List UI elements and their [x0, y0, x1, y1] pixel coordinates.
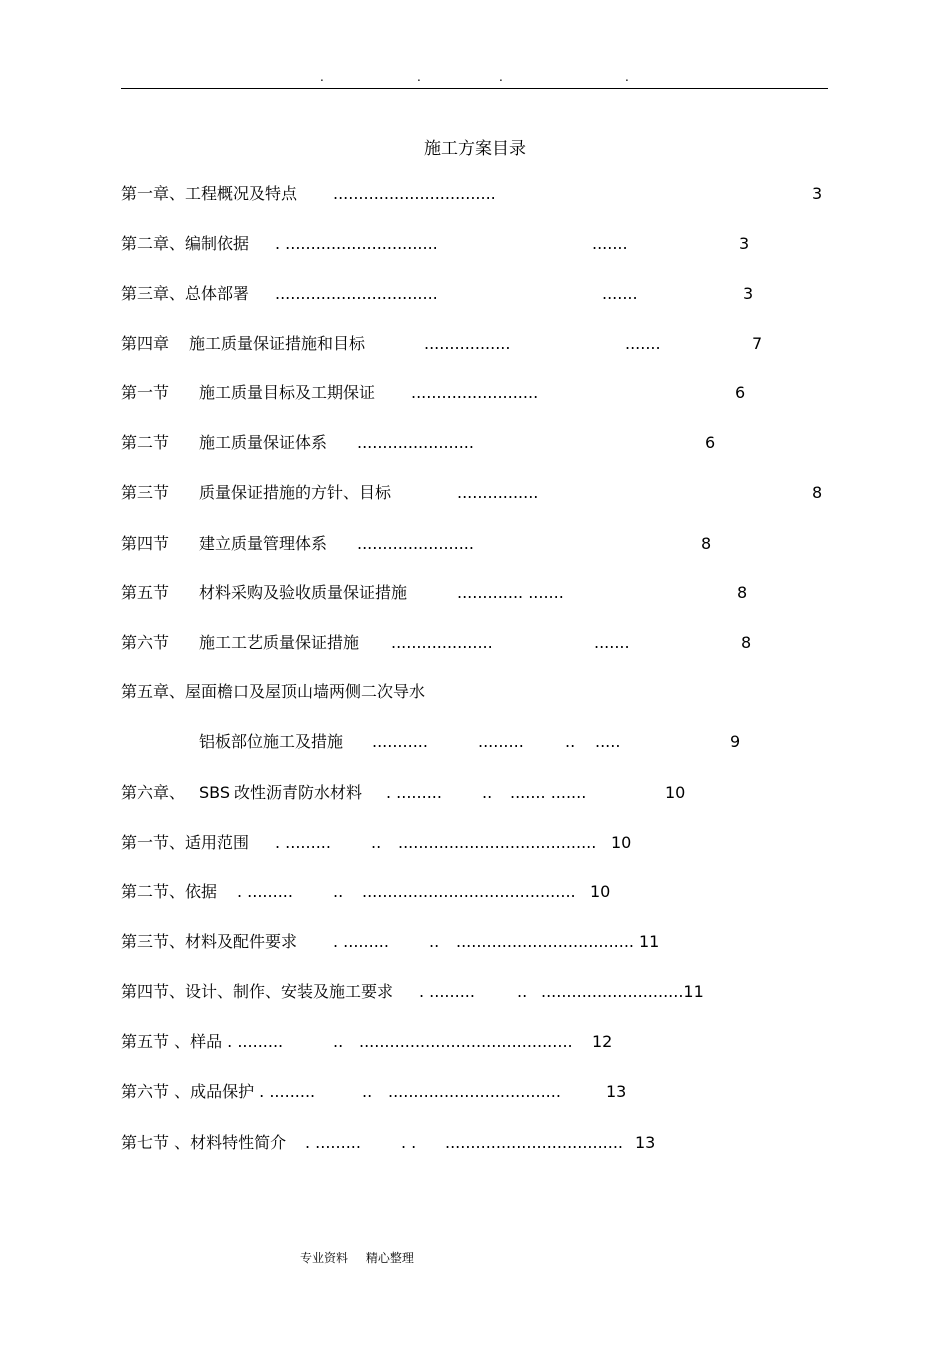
toc-entry-title: 材料采购及验收质量保证措施 [199, 583, 408, 602]
toc-entry-leader: ......... [478, 732, 524, 751]
toc-entry-leader: . ......... [419, 982, 475, 1001]
toc-entry-title: 改性沥青防水材料 [234, 783, 363, 802]
toc-entry-page: 13 [606, 1082, 627, 1101]
toc-entry-leader: .. [482, 783, 493, 802]
toc-entry-leader: ....................... [357, 433, 474, 452]
toc-entry-leader: ....... [594, 633, 630, 652]
document-title: 施工方案目录 [424, 139, 526, 159]
header-dot: . [499, 70, 503, 84]
toc-entry[interactable] [0, 781, 950, 805]
toc-entry-title: 施工质量保证体系 [199, 433, 328, 452]
toc-entry-title: 第二节、依据 [121, 882, 218, 901]
toc-entry-title: 第三节、材料及配件要求 [121, 932, 298, 951]
toc-entry-number: 第一节 [121, 383, 170, 402]
toc-entry-title: 建立质量管理体系 [199, 534, 328, 553]
toc-entry-title: 铝板部位施工及措施 [199, 732, 344, 751]
footer-left-text: 专业资料 [300, 1251, 349, 1265]
toc-entry-leader: .......................................... [359, 1032, 573, 1051]
page-footer [300, 1250, 428, 1266]
toc-entry-leader: ....... ....... [510, 783, 587, 802]
toc-entry[interactable] [0, 1030, 950, 1054]
toc-entry-leader: . ......... [275, 833, 331, 852]
toc-entry-number: 第六章、 [121, 783, 186, 802]
toc-entry-number: 第四章 [121, 334, 170, 353]
toc-entry-number: 第六节 [121, 633, 170, 652]
toc-entry-leader: .......................................... [362, 882, 576, 901]
toc-entry-title: 第二章、编制依据 [121, 234, 250, 253]
toc-entry-number: 第三节 [121, 483, 170, 502]
toc-entry-leader: ....................... [357, 534, 474, 553]
toc-entry-title: 质量保证措施的方针、目标 [199, 483, 392, 502]
toc-entry-page: 6 [705, 433, 716, 452]
toc-entry[interactable] [0, 880, 950, 904]
toc-entry-page: 13 [635, 1133, 656, 1152]
toc-entry-page: 7 [752, 334, 763, 353]
toc-entry-leader: . ......... [386, 783, 442, 802]
toc-entry-page: 10 [665, 783, 686, 802]
toc-entry[interactable] [0, 831, 950, 855]
page-header-dots [0, 70, 950, 84]
toc-entry-title: 第四节、设计、制作、安装及施工要求 [121, 982, 394, 1001]
toc-entry-page: 6 [735, 383, 746, 402]
toc-entry-leader: ................ [457, 483, 539, 502]
toc-entry[interactable] [0, 930, 950, 954]
toc-entry-leader: ................................ [333, 184, 496, 203]
toc-entry-page: 10 [590, 882, 611, 901]
toc-entry-title: 施工工艺质量保证措施 [199, 633, 360, 652]
header-rule [121, 88, 828, 89]
toc-entry[interactable] [0, 532, 950, 556]
toc-entry-leader: . ......... [237, 882, 293, 901]
toc-entry-page: 3 [743, 284, 754, 303]
toc-entry-number: 第二节 [121, 433, 170, 452]
toc-entry-leader: ............. ....... [457, 583, 564, 602]
toc-entry-page: 10 [611, 833, 632, 852]
toc-entry-leader-page: ............................11 [541, 982, 704, 1001]
toc-entry-page: 8 [812, 483, 823, 502]
toc-entry-leader: ..... [595, 732, 621, 751]
toc-entry[interactable] [0, 631, 950, 655]
toc-entry-leader: ........... [372, 732, 428, 751]
toc-entry-leader: ....... [592, 234, 628, 253]
toc-entry[interactable] [0, 481, 950, 505]
toc-entry-page: 8 [737, 583, 748, 602]
toc-entry-leader: .................... [391, 633, 493, 652]
toc-entry-leader: .. [371, 833, 382, 852]
toc-entry-leader: .. [362, 1082, 373, 1101]
header-dot: . [625, 70, 629, 84]
toc-entry[interactable] [0, 232, 950, 256]
toc-entry-title-latin: SBS [199, 783, 231, 802]
toc-entry-page: 8 [701, 534, 712, 553]
toc-entry[interactable] [0, 980, 950, 1004]
toc-entry-leader: .................................. [388, 1082, 561, 1101]
toc-entry-title: 第七节 、材料特性简介 [121, 1133, 287, 1152]
toc-entry-title: 第六节 、成品保护 . ......... [121, 1082, 316, 1101]
toc-entry-leader: . . [401, 1133, 417, 1152]
toc-entry[interactable] [0, 1131, 950, 1155]
toc-entry[interactable] [0, 381, 950, 405]
toc-entry-page: 3 [812, 184, 823, 203]
toc-entry-title: 第一章、工程概况及特点 [121, 184, 298, 203]
toc-entry-leader: .. [333, 1032, 344, 1051]
toc-entry-leader: ................................... [456, 932, 635, 951]
toc-entry-leader: .. [429, 932, 440, 951]
toc-entry-page: 11 [639, 932, 660, 951]
header-dot: . [417, 70, 421, 84]
toc-entry[interactable] [0, 332, 950, 356]
toc-entry-title: 第五节 、样品 . ......... [121, 1032, 284, 1051]
toc-entry[interactable] [0, 182, 950, 206]
footer-right-text: 精心整理 [365, 1251, 414, 1265]
toc-entry-title: 施工质量保证措施和目标 [189, 334, 366, 353]
header-dot: . [320, 70, 324, 84]
toc-entry-leader: ................................... [445, 1133, 624, 1152]
toc-entry-leader: ................. [424, 334, 511, 353]
toc-entry[interactable] [0, 680, 950, 704]
toc-entry-leader: .. [517, 982, 528, 1001]
toc-entry-page: 8 [741, 633, 752, 652]
toc-entry-page: 3 [739, 234, 750, 253]
toc-entry-page: 12 [592, 1032, 613, 1051]
toc-entry[interactable] [0, 581, 950, 605]
toc-entry-leader: ....................................... [398, 833, 597, 852]
toc-entry-leader: ......................... [411, 383, 539, 402]
toc-entry-leader: .. [565, 732, 576, 751]
toc-entry-continuation[interactable] [0, 730, 950, 754]
toc-entry-leader: . ......... [305, 1133, 361, 1152]
toc-entry-leader: ....... [602, 284, 638, 303]
toc-entry[interactable] [0, 282, 950, 306]
toc-entry-number: 第五节 [121, 583, 170, 602]
toc-entry-leader: . .............................. [275, 234, 438, 253]
toc-entry-title: 施工质量目标及工期保证 [199, 383, 376, 402]
toc-entry-title: 第三章、总体部署 [121, 284, 250, 303]
toc-entry-page: 9 [730, 732, 741, 751]
toc-entry[interactable] [0, 1080, 950, 1104]
toc-entry-leader: ................................ [275, 284, 438, 303]
toc-entry-number: 第四节 [121, 534, 170, 553]
toc-entry-title: 第五章、屋面檐口及屋顶山墙两侧二次导水 [121, 682, 426, 701]
toc-entry-leader: ....... [625, 334, 661, 353]
toc-entry-title: 第一节、适用范围 [121, 833, 250, 852]
toc-entry-leader: . ......... [333, 932, 389, 951]
toc-entry[interactable] [0, 431, 950, 455]
toc-entry-leader: .. [333, 882, 344, 901]
